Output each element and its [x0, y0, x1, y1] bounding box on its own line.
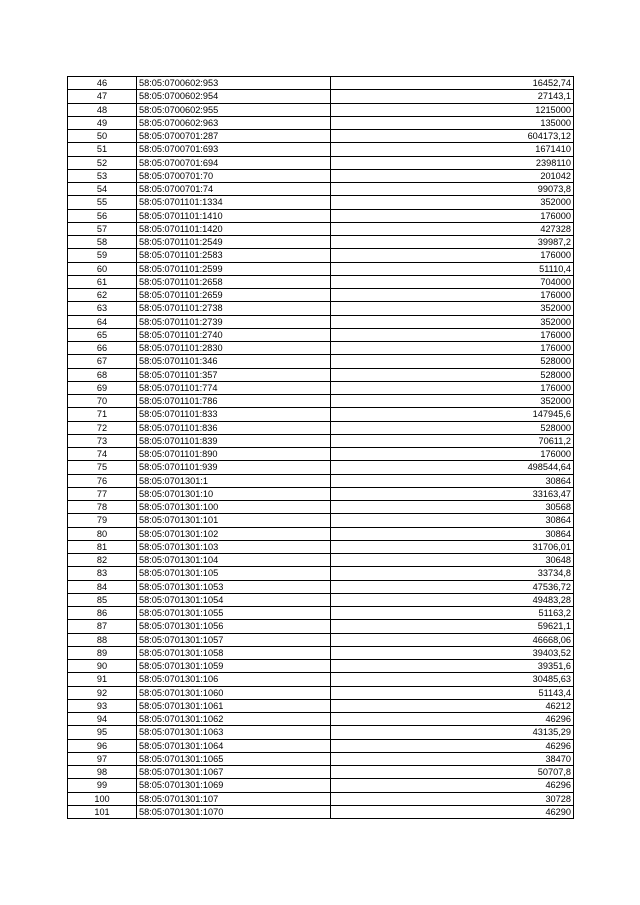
- cadastral-number-cell: 58:05:0701101:1410: [137, 209, 331, 222]
- cadastral-number-cell: 58:05:0700701:693: [137, 143, 331, 156]
- table-row: [68, 275, 574, 288]
- cadastral-number-cell: 58:05:0700602:955: [137, 103, 331, 116]
- table-row: [68, 779, 574, 792]
- value-cell: 46296: [331, 739, 574, 752]
- cadastral-number-cell: 58:05:0701301:103: [137, 540, 331, 553]
- value-cell: 38470: [331, 752, 574, 765]
- table-row: [68, 196, 574, 209]
- cadastral-number-cell: 58:05:0701301:1: [137, 474, 331, 487]
- value-cell: 528000: [331, 421, 574, 434]
- row-number-cell: 73: [68, 434, 137, 447]
- table-row: [68, 222, 574, 235]
- cadastral-number-cell: 58:05:0701101:1334: [137, 196, 331, 209]
- table-row: [68, 554, 574, 567]
- value-cell: 30864: [331, 527, 574, 540]
- value-cell: 704000: [331, 275, 574, 288]
- row-number-cell: 48: [68, 103, 137, 116]
- row-number-cell: 69: [68, 381, 137, 394]
- value-cell: 604173,12: [331, 130, 574, 143]
- cadastral-number-cell: 58:05:0700701:287: [137, 130, 331, 143]
- value-cell: 176000: [331, 209, 574, 222]
- row-number-cell: 62: [68, 289, 137, 302]
- cadastral-number-cell: 58:05:0701101:2583: [137, 249, 331, 262]
- row-number-cell: 66: [68, 342, 137, 355]
- table-row: [68, 103, 574, 116]
- cadastral-number-cell: 58:05:0701301:1060: [137, 686, 331, 699]
- value-cell: 176000: [331, 342, 574, 355]
- value-cell: 31706,01: [331, 540, 574, 553]
- row-number-cell: 58: [68, 236, 137, 249]
- value-cell: 176000: [331, 448, 574, 461]
- value-cell: 50707,8: [331, 766, 574, 779]
- table-row: [68, 209, 574, 222]
- cadastral-number-cell: 58:05:0701301:1064: [137, 739, 331, 752]
- value-cell: 99073,8: [331, 183, 574, 196]
- row-number-cell: 98: [68, 766, 137, 779]
- cadastral-number-cell: 58:05:0701101:2599: [137, 262, 331, 275]
- value-cell: 2398110: [331, 156, 574, 169]
- value-cell: 176000: [331, 381, 574, 394]
- row-number-cell: 81: [68, 540, 137, 553]
- cadastral-number-cell: 58:05:0701301:1054: [137, 593, 331, 606]
- table-body: [68, 77, 574, 819]
- value-cell: 70611,2: [331, 434, 574, 447]
- table-row: [68, 448, 574, 461]
- cadastral-number-cell: 58:05:0701301:1061: [137, 699, 331, 712]
- cadastral-number-cell: 58:05:0701301:1067: [137, 766, 331, 779]
- table-row: [68, 726, 574, 739]
- table-row: [68, 713, 574, 726]
- cadastral-number-cell: 58:05:0701301:1065: [137, 752, 331, 765]
- row-number-cell: 53: [68, 169, 137, 182]
- value-cell: 46290: [331, 805, 574, 818]
- cadastral-number-cell: 58:05:0701301:1053: [137, 580, 331, 593]
- cadastral-number-cell: 58:05:0701301:100: [137, 501, 331, 514]
- value-cell: 176000: [331, 249, 574, 262]
- row-number-cell: 94: [68, 713, 137, 726]
- value-cell: 1671410: [331, 143, 574, 156]
- value-cell: 352000: [331, 395, 574, 408]
- cadastral-number-cell: 58:05:0701101:346: [137, 355, 331, 368]
- cadastral-number-cell: 58:05:0701301:101: [137, 514, 331, 527]
- cadastral-number-cell: 58:05:0701101:2659: [137, 289, 331, 302]
- cadastral-number-cell: 58:05:0701101:2549: [137, 236, 331, 249]
- row-number-cell: 93: [68, 699, 137, 712]
- table-row: [68, 236, 574, 249]
- cadastral-number-cell: 58:05:0701301:1056: [137, 620, 331, 633]
- table-row: [68, 660, 574, 673]
- cadastral-number-cell: 58:05:0701101:2738: [137, 302, 331, 315]
- row-number-cell: 49: [68, 116, 137, 129]
- row-number-cell: 80: [68, 527, 137, 540]
- table-row: [68, 593, 574, 606]
- table-row: [68, 156, 574, 169]
- cadastral-number-cell: 58:05:0701301:1058: [137, 646, 331, 659]
- row-number-cell: 87: [68, 620, 137, 633]
- value-cell: 33734,8: [331, 567, 574, 580]
- row-number-cell: 60: [68, 262, 137, 275]
- row-number-cell: 55: [68, 196, 137, 209]
- row-number-cell: 85: [68, 593, 137, 606]
- table-row: [68, 183, 574, 196]
- table-row: [68, 792, 574, 805]
- value-cell: 51163,2: [331, 607, 574, 620]
- value-cell: 46668,06: [331, 633, 574, 646]
- row-number-cell: 64: [68, 315, 137, 328]
- row-number-cell: 76: [68, 474, 137, 487]
- value-cell: 39987,2: [331, 236, 574, 249]
- table-row: [68, 289, 574, 302]
- value-cell: 176000: [331, 328, 574, 341]
- row-number-cell: 86: [68, 607, 137, 620]
- table-row: [68, 633, 574, 646]
- table-row: [68, 355, 574, 368]
- row-number-cell: 97: [68, 752, 137, 765]
- row-number-cell: 82: [68, 554, 137, 567]
- row-number-cell: 68: [68, 368, 137, 381]
- row-number-cell: 59: [68, 249, 137, 262]
- value-cell: 16452,74: [331, 77, 574, 90]
- row-number-cell: 88: [68, 633, 137, 646]
- row-number-cell: 52: [68, 156, 137, 169]
- value-cell: 30864: [331, 514, 574, 527]
- table-row: [68, 487, 574, 500]
- value-cell: 352000: [331, 302, 574, 315]
- cadastral-number-cell: 58:05:0701101:833: [137, 408, 331, 421]
- table-row: [68, 646, 574, 659]
- value-cell: 30648: [331, 554, 574, 567]
- cadastral-number-cell: 58:05:0701301:1070: [137, 805, 331, 818]
- table-row: [68, 580, 574, 593]
- table-row: [68, 77, 574, 90]
- cadastral-number-cell: 58:05:0700602:954: [137, 90, 331, 103]
- value-cell: 30864: [331, 474, 574, 487]
- table-row: [68, 620, 574, 633]
- cadastral-number-cell: 58:05:0700701:74: [137, 183, 331, 196]
- cadastral-number-cell: 58:05:0701101:2740: [137, 328, 331, 341]
- cadastral-number-cell: 58:05:0701101:1420: [137, 222, 331, 235]
- table-row: [68, 474, 574, 487]
- table-row: [68, 699, 574, 712]
- row-number-cell: 95: [68, 726, 137, 739]
- table-row: [68, 169, 574, 182]
- value-cell: 528000: [331, 355, 574, 368]
- row-number-cell: 61: [68, 275, 137, 288]
- table-row: [68, 249, 574, 262]
- row-number-cell: 83: [68, 567, 137, 580]
- cadastral-number-cell: 58:05:0701101:774: [137, 381, 331, 394]
- cadastral-number-cell: 58:05:0701301:104: [137, 554, 331, 567]
- value-cell: 30485,63: [331, 673, 574, 686]
- row-number-cell: 100: [68, 792, 137, 805]
- row-number-cell: 84: [68, 580, 137, 593]
- row-number-cell: 96: [68, 739, 137, 752]
- table-row: [68, 434, 574, 447]
- row-number-cell: 79: [68, 514, 137, 527]
- cadastral-number-cell: 58:05:0700602:963: [137, 116, 331, 129]
- value-cell: 51143,4: [331, 686, 574, 699]
- table-row: [68, 540, 574, 553]
- table-row: [68, 342, 574, 355]
- row-number-cell: 71: [68, 408, 137, 421]
- value-cell: 27143,1: [331, 90, 574, 103]
- value-cell: 176000: [331, 289, 574, 302]
- cadastral-number-cell: 58:05:0701301:1059: [137, 660, 331, 673]
- table-row: [68, 315, 574, 328]
- cadastral-number-cell: 58:05:0701301:10: [137, 487, 331, 500]
- table-row: [68, 514, 574, 527]
- row-number-cell: 47: [68, 90, 137, 103]
- value-cell: 33163,47: [331, 487, 574, 500]
- row-number-cell: 63: [68, 302, 137, 315]
- cadastral-number-cell: 58:05:0701101:890: [137, 448, 331, 461]
- row-number-cell: 70: [68, 395, 137, 408]
- cadastral-number-cell: 58:05:0701301:1069: [137, 779, 331, 792]
- cadastral-number-cell: 58:05:0700701:694: [137, 156, 331, 169]
- row-number-cell: 51: [68, 143, 137, 156]
- table-row: [68, 116, 574, 129]
- value-cell: 39403,52: [331, 646, 574, 659]
- table-row: [68, 408, 574, 421]
- row-number-cell: 74: [68, 448, 137, 461]
- value-cell: 135000: [331, 116, 574, 129]
- value-cell: 352000: [331, 315, 574, 328]
- table-row: [68, 395, 574, 408]
- row-number-cell: 99: [68, 779, 137, 792]
- value-cell: 39351,6: [331, 660, 574, 673]
- value-cell: 201042: [331, 169, 574, 182]
- row-number-cell: 78: [68, 501, 137, 514]
- value-cell: 46296: [331, 779, 574, 792]
- cadastral-number-cell: 58:05:0701301:107: [137, 792, 331, 805]
- value-cell: 30728: [331, 792, 574, 805]
- value-cell: 147945,6: [331, 408, 574, 421]
- table-row: [68, 739, 574, 752]
- cadastral-number-cell: 58:05:0701301:105: [137, 567, 331, 580]
- cadastral-number-cell: 58:05:0701101:2658: [137, 275, 331, 288]
- cadastral-number-cell: 58:05:0701101:2739: [137, 315, 331, 328]
- table-row: [68, 567, 574, 580]
- cadastral-number-cell: 58:05:0701301:1062: [137, 713, 331, 726]
- cadastral-number-cell: 58:05:0701101:939: [137, 461, 331, 474]
- row-number-cell: 91: [68, 673, 137, 686]
- cadastral-number-cell: 58:05:0701101:2830: [137, 342, 331, 355]
- value-cell: 49483,28: [331, 593, 574, 606]
- row-number-cell: 77: [68, 487, 137, 500]
- row-number-cell: 56: [68, 209, 137, 222]
- value-cell: 51110,4: [331, 262, 574, 275]
- row-number-cell: 50: [68, 130, 137, 143]
- table-row: [68, 766, 574, 779]
- table-row: [68, 686, 574, 699]
- row-number-cell: 90: [68, 660, 137, 673]
- table-row: [68, 501, 574, 514]
- cadastral-number-cell: 58:05:0701301:1055: [137, 607, 331, 620]
- value-cell: 43135,29: [331, 726, 574, 739]
- table-row: [68, 262, 574, 275]
- value-cell: 1215000: [331, 103, 574, 116]
- table-row: [68, 461, 574, 474]
- cadastral-number-cell: 58:05:0700701:70: [137, 169, 331, 182]
- value-cell: 46212: [331, 699, 574, 712]
- table-row: [68, 130, 574, 143]
- table-row: [68, 752, 574, 765]
- cadastral-number-cell: 58:05:0701301:1057: [137, 633, 331, 646]
- value-cell: 46296: [331, 713, 574, 726]
- cadastral-number-cell: 58:05:0701301:102: [137, 527, 331, 540]
- row-number-cell: 72: [68, 421, 137, 434]
- value-cell: 47536,72: [331, 580, 574, 593]
- cadastral-number-cell: 58:05:0701101:357: [137, 368, 331, 381]
- row-number-cell: 75: [68, 461, 137, 474]
- row-number-cell: 89: [68, 646, 137, 659]
- table-row: [68, 607, 574, 620]
- cadastral-value-table: [67, 76, 574, 819]
- cadastral-number-cell: 58:05:0701101:786: [137, 395, 331, 408]
- row-number-cell: 101: [68, 805, 137, 818]
- table-row: [68, 673, 574, 686]
- value-cell: 528000: [331, 368, 574, 381]
- row-number-cell: 65: [68, 328, 137, 341]
- row-number-cell: 92: [68, 686, 137, 699]
- table-row: [68, 805, 574, 818]
- table-row: [68, 143, 574, 156]
- table-row: [68, 368, 574, 381]
- row-number-cell: 57: [68, 222, 137, 235]
- table-row: [68, 302, 574, 315]
- cadastral-number-cell: 58:05:0701101:839: [137, 434, 331, 447]
- value-cell: 498544,64: [331, 461, 574, 474]
- cadastral-number-cell: 58:05:0700602:953: [137, 77, 331, 90]
- cadastral-number-cell: 58:05:0701301:106: [137, 673, 331, 686]
- table-row: [68, 527, 574, 540]
- table-row: [68, 381, 574, 394]
- cadastral-number-cell: 58:05:0701301:1063: [137, 726, 331, 739]
- value-cell: 30568: [331, 501, 574, 514]
- cadastral-number-cell: 58:05:0701101:836: [137, 421, 331, 434]
- table-row: [68, 421, 574, 434]
- table-row: [68, 328, 574, 341]
- row-number-cell: 67: [68, 355, 137, 368]
- value-cell: 59621,1: [331, 620, 574, 633]
- value-cell: 427328: [331, 222, 574, 235]
- row-number-cell: 54: [68, 183, 137, 196]
- value-cell: 352000: [331, 196, 574, 209]
- table-row: [68, 90, 574, 103]
- row-number-cell: 46: [68, 77, 137, 90]
